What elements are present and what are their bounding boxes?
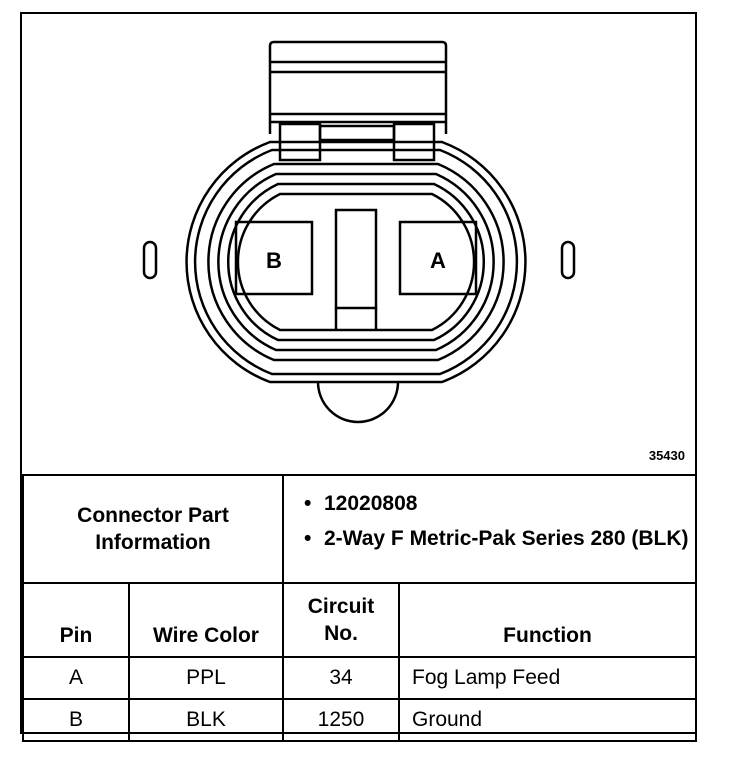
pin-label-a: A xyxy=(430,248,446,273)
header-circuit-no xyxy=(283,583,399,657)
connector-info-table xyxy=(22,474,695,742)
pin-label-b: B xyxy=(266,248,282,273)
part-number-item: • 12020808 xyxy=(324,490,695,517)
part-info-row xyxy=(23,475,696,583)
header-circuit-line1: Circuit xyxy=(307,595,375,618)
part-info-list xyxy=(283,475,696,583)
connector-face-drawing xyxy=(22,14,695,474)
cell-circuit: 1250 xyxy=(283,699,399,741)
cell-wire-color: PPL xyxy=(129,657,283,699)
part-info-label-line2: Information xyxy=(95,531,211,554)
header-function: Function xyxy=(399,583,696,657)
cell-function: Ground xyxy=(399,699,696,741)
bottom-key xyxy=(318,382,398,422)
connector-diagram xyxy=(22,14,695,474)
side-bump-right xyxy=(562,242,574,278)
diagram-frame xyxy=(20,12,697,734)
table-header-row xyxy=(23,583,696,657)
part-series-item: • 2-Way F Metric-Pak Series 280 (BLK) xyxy=(324,525,695,552)
table-row xyxy=(23,699,696,741)
table-row xyxy=(23,657,696,699)
cell-wire-color: BLK xyxy=(129,699,283,741)
cell-circuit: 34 xyxy=(283,657,399,699)
part-info-label xyxy=(23,475,283,583)
cell-pin: A xyxy=(23,657,129,699)
header-pin: Pin xyxy=(23,583,129,657)
header-circuit-line2: No. xyxy=(324,622,358,645)
header-wire-color: Wire Color xyxy=(129,583,283,657)
cell-pin: B xyxy=(23,699,129,741)
figure-number: 35430 xyxy=(648,448,685,463)
side-bump-left xyxy=(144,242,156,278)
part-info-label-line1: Connector Part xyxy=(77,504,229,527)
cell-function: Fog Lamp Feed xyxy=(399,657,696,699)
latch-housing xyxy=(270,42,446,134)
center-divider xyxy=(336,210,376,308)
